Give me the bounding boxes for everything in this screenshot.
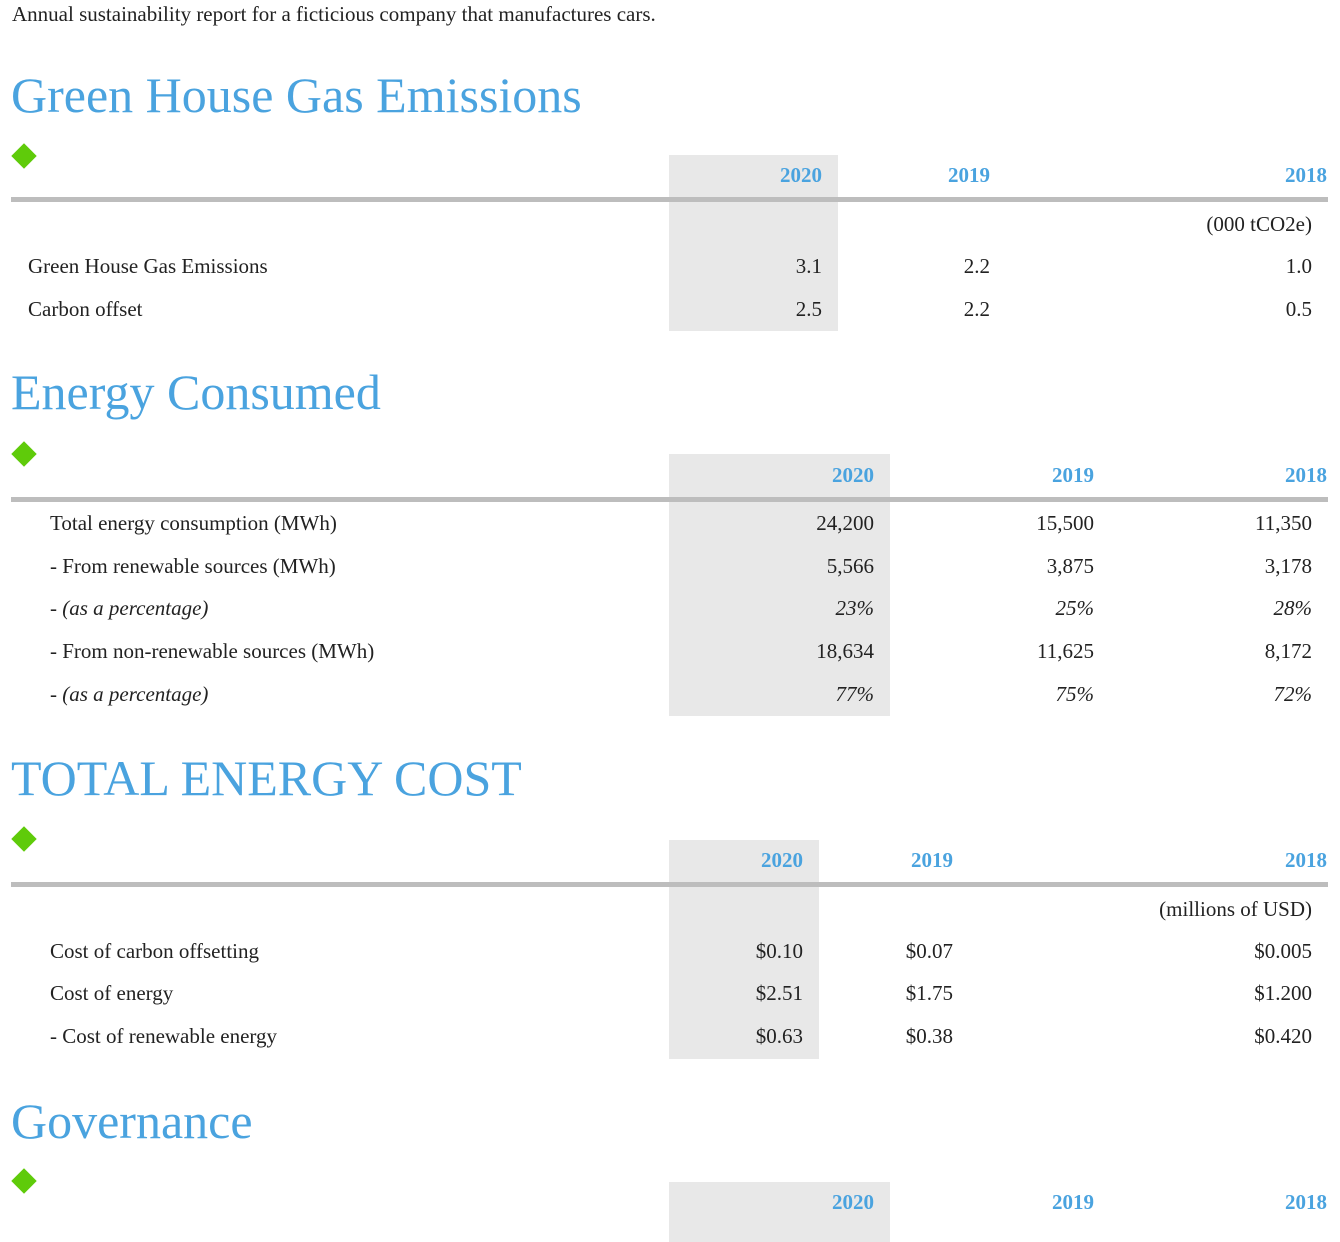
header-rule [11, 882, 1328, 887]
ghg-year-2020: 2020 [780, 163, 822, 187]
energy-row-label: - From renewable sources (MWh) [50, 554, 336, 578]
energy-year-2018: 2018 [1285, 463, 1327, 487]
governance-year-2020: 2020 [832, 1190, 874, 1214]
cost-year-2018: 2018 [1285, 848, 1327, 872]
energy-cell: 77% [835, 682, 874, 706]
energy-cell: 3,875 [1046, 554, 1094, 578]
header-rule [11, 497, 1328, 502]
cost-cell: $1.75 [905, 981, 953, 1005]
current-year-highlight [669, 454, 890, 716]
ghg-cell: 0.5 [1285, 297, 1312, 321]
energy-section-title: Energy Consumed [11, 364, 381, 420]
governance-table [11, 1182, 1328, 1214]
ghg-unit: (000 tCO2e) [1206, 212, 1312, 236]
energy-cell: 5,566 [826, 554, 874, 578]
ghg-cell: 1.0 [1285, 254, 1312, 278]
cost-row-label: Cost of carbon offsetting [50, 939, 259, 963]
cost-year-2019: 2019 [911, 848, 953, 872]
energy-row-label: - (as a percentage) [50, 682, 209, 706]
ghg-row-label: Green House Gas Emissions [28, 254, 268, 278]
ghg-year-2018: 2018 [1285, 163, 1327, 187]
cost-table [11, 840, 1328, 1059]
report-intro: Annual sustainability report for a ficticious company that manufactures cars. [12, 2, 656, 26]
energy-table [11, 454, 1328, 716]
cost-cell: $2.51 [755, 981, 803, 1005]
cost-row-label: Cost of energy [50, 981, 174, 1005]
energy-cell: 8,172 [1264, 639, 1312, 663]
cost-cell: $0.63 [755, 1024, 803, 1048]
cost-cell: $0.07 [905, 939, 953, 963]
cost-cell: $0.420 [1254, 1024, 1312, 1048]
cost-section-title: TOTAL ENERGY COST [11, 750, 522, 806]
cost-cell: $0.10 [755, 939, 803, 963]
energy-cell: 23% [835, 596, 874, 620]
energy-cell: 15,500 [1036, 511, 1094, 535]
ghg-cell: 2.5 [795, 297, 822, 321]
governance-year-2018: 2018 [1285, 1190, 1327, 1214]
energy-row-label: - From non-renewable sources (MWh) [50, 639, 375, 663]
ghg-cell: 2.2 [963, 297, 990, 321]
energy-cell: 11,350 [1255, 511, 1312, 535]
ghg-row-label: Carbon offset [28, 297, 143, 321]
governance-year-2019: 2019 [1052, 1190, 1094, 1214]
cost-cell: $0.005 [1254, 939, 1312, 963]
cost-unit: (millions of USD) [1159, 897, 1312, 921]
energy-cell: 72% [1273, 682, 1312, 706]
ghg-section-title: Green House Gas Emissions [11, 67, 582, 123]
cost-cell: $0.38 [905, 1024, 953, 1048]
header-rule [11, 197, 1328, 202]
energy-cell: 75% [1055, 682, 1094, 706]
energy-cell: 18,634 [816, 639, 874, 663]
ghg-cell: 3.1 [795, 254, 822, 278]
governance-section-title: Governance [11, 1093, 253, 1149]
energy-cell: 24,200 [816, 511, 874, 535]
cost-row-label: - Cost of renewable energy [50, 1024, 278, 1048]
ghg-table [11, 155, 1328, 331]
energy-year-2020: 2020 [832, 463, 874, 487]
energy-cell: 25% [1055, 596, 1094, 620]
energy-cell: 3,178 [1264, 554, 1312, 578]
energy-cell: 11,625 [1037, 639, 1094, 663]
ghg-year-2019: 2019 [948, 163, 990, 187]
energy-row-label: - (as a percentage) [50, 596, 209, 620]
energy-year-2019: 2019 [1052, 463, 1094, 487]
ghg-cell: 2.2 [963, 254, 990, 278]
energy-cell: 28% [1273, 596, 1312, 620]
cost-cell: $1.200 [1254, 981, 1312, 1005]
energy-row-label: Total energy consumption (MWh) [50, 511, 337, 535]
cost-year-2020: 2020 [761, 848, 803, 872]
